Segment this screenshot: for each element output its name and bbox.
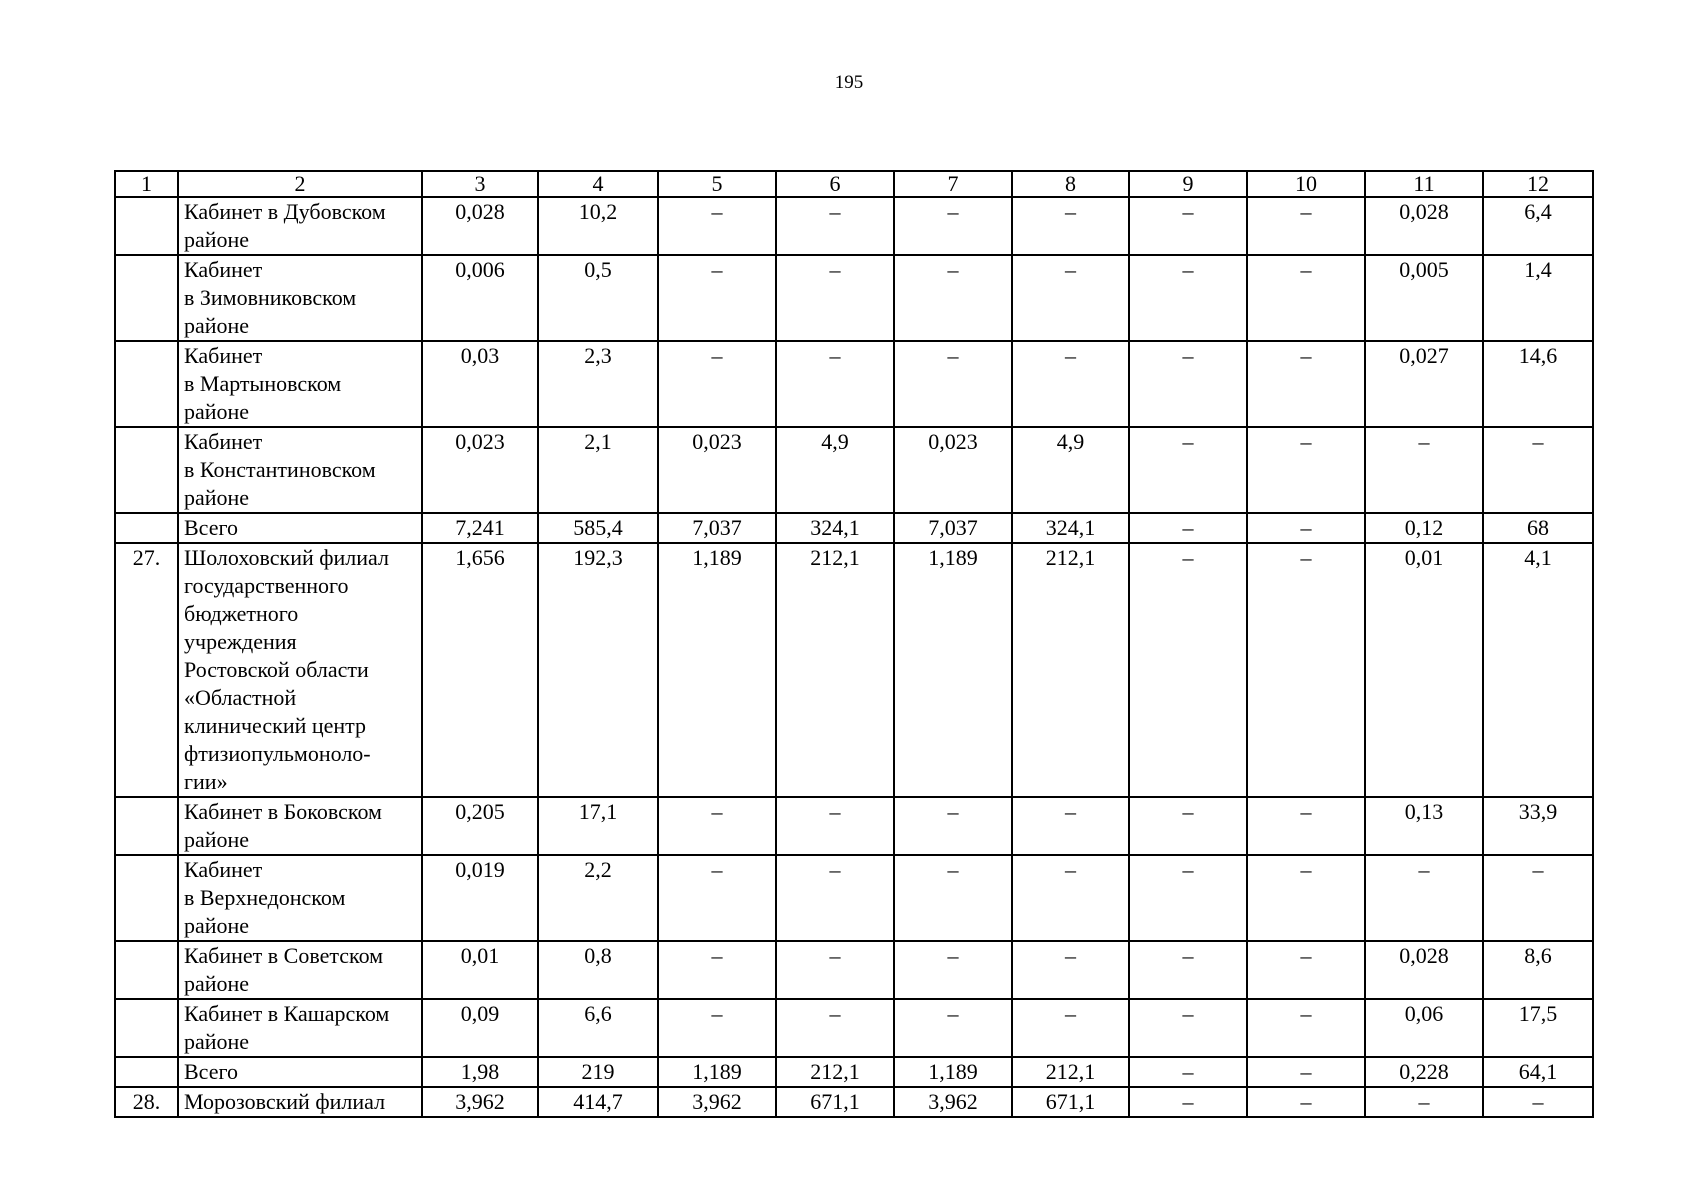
- row-name-line: клинический центр: [184, 713, 367, 738]
- value-cell-col-3: 0,006: [422, 255, 538, 341]
- value-cell-col-3: 3,962: [422, 1087, 538, 1117]
- value-cell-col-6: 324,1: [776, 513, 894, 543]
- value-cell-col-6: –: [776, 341, 894, 427]
- value-cell-col-7: –: [894, 255, 1012, 341]
- row-name-line: в Верхнедонском: [184, 885, 346, 910]
- value-cell-col-5: –: [658, 999, 776, 1057]
- value-cell-col-12: –: [1483, 855, 1593, 941]
- value-cell-col-9: –: [1129, 999, 1247, 1057]
- value-cell-col-9: –: [1129, 341, 1247, 427]
- table-row: [115, 197, 1593, 255]
- row-name-line: бюджетного: [184, 601, 299, 626]
- row-name-line: Кабинет: [184, 857, 263, 882]
- value-cell-col-6: –: [776, 255, 894, 341]
- row-number-cell: [115, 941, 178, 999]
- value-cell-col-10: –: [1247, 941, 1365, 999]
- value-cell-col-4: 2,3: [538, 341, 658, 427]
- row-name-cell: [178, 855, 422, 941]
- value-cell-col-5: –: [658, 941, 776, 999]
- value-cell-col-4: 10,2: [538, 197, 658, 255]
- value-cell-col-5: 7,037: [658, 513, 776, 543]
- value-cell-col-9: –: [1129, 427, 1247, 513]
- row-number-cell: [115, 855, 178, 941]
- value-cell-col-8: –: [1012, 999, 1129, 1057]
- value-cell-col-8: 671,1: [1012, 1087, 1129, 1117]
- value-cell-col-4: 219: [538, 1057, 658, 1087]
- value-cell-col-10: –: [1247, 543, 1365, 797]
- row-name-line: Кабинет: [184, 343, 263, 368]
- table-row: [115, 513, 1593, 543]
- table-row: [115, 255, 1593, 341]
- value-cell-col-12: 33,9: [1483, 797, 1593, 855]
- table-body: [115, 171, 1593, 1117]
- row-name-cell: [178, 341, 422, 427]
- row-number-cell: [115, 427, 178, 513]
- row-name-line: Кабинет: [184, 429, 263, 454]
- row-name-line: в Константиновском: [184, 457, 376, 482]
- column-header-4: 4: [538, 171, 658, 197]
- value-cell-col-6: –: [776, 797, 894, 855]
- row-name-cell: [178, 513, 422, 543]
- value-cell-col-5: –: [658, 855, 776, 941]
- value-cell-col-12: –: [1483, 1087, 1593, 1117]
- value-cell-col-7: 0,023: [894, 427, 1012, 513]
- row-number-cell: [115, 999, 178, 1057]
- table-row: [115, 543, 1593, 797]
- value-cell-col-11: –: [1365, 855, 1483, 941]
- row-number-cell: [115, 255, 178, 341]
- value-cell-col-6: 671,1: [776, 1087, 894, 1117]
- row-name-line: Кабинет в Советском: [184, 943, 384, 968]
- value-cell-col-6: 4,9: [776, 427, 894, 513]
- value-cell-col-4: 2,1: [538, 427, 658, 513]
- value-cell-col-12: –: [1483, 427, 1593, 513]
- value-cell-col-4: 0,5: [538, 255, 658, 341]
- row-name-line: районе: [184, 227, 250, 252]
- value-cell-col-8: –: [1012, 255, 1129, 341]
- row-name-line: Кабинет в Дубовском: [184, 199, 386, 224]
- value-cell-col-12: 64,1: [1483, 1057, 1593, 1087]
- value-cell-col-6: –: [776, 197, 894, 255]
- value-cell-col-10: –: [1247, 427, 1365, 513]
- value-cell-col-6: 212,1: [776, 1057, 894, 1087]
- value-cell-col-4: 17,1: [538, 797, 658, 855]
- row-number-cell: [115, 197, 178, 255]
- row-name-cell: [178, 999, 422, 1057]
- value-cell-col-4: 414,7: [538, 1087, 658, 1117]
- value-cell-col-10: –: [1247, 999, 1365, 1057]
- row-name-line: в Зимовниковском: [184, 285, 357, 310]
- row-name-line: Морозовский филиал: [184, 1089, 386, 1114]
- value-cell-col-4: 0,8: [538, 941, 658, 999]
- row-number-cell: 27.: [115, 543, 178, 797]
- row-name-line: Всего: [184, 1059, 238, 1084]
- table-header-row: [115, 171, 1593, 197]
- value-cell-col-5: –: [658, 341, 776, 427]
- row-name-line: государственного: [184, 573, 349, 598]
- table-row: [115, 855, 1593, 941]
- value-cell-col-3: 0,028: [422, 197, 538, 255]
- row-name-cell: [178, 197, 422, 255]
- value-cell-col-4: 585,4: [538, 513, 658, 543]
- value-cell-col-12: 6,4: [1483, 197, 1593, 255]
- value-cell-col-9: –: [1129, 855, 1247, 941]
- value-cell-col-10: –: [1247, 197, 1365, 255]
- row-name-line: районе: [184, 1029, 250, 1054]
- row-number-cell: 28.: [115, 1087, 178, 1117]
- value-cell-col-5: –: [658, 197, 776, 255]
- value-cell-col-7: 3,962: [894, 1087, 1012, 1117]
- row-name-line: учреждения: [184, 629, 297, 654]
- table-row: [115, 1057, 1593, 1087]
- value-cell-col-5: –: [658, 797, 776, 855]
- value-cell-col-7: 1,189: [894, 543, 1012, 797]
- row-name-cell: [178, 797, 422, 855]
- row-name-line: в Мартыновском: [184, 371, 342, 396]
- value-cell-col-11: –: [1365, 427, 1483, 513]
- value-cell-col-7: –: [894, 999, 1012, 1057]
- row-name-line: Шолоховский филиал: [184, 545, 389, 570]
- value-cell-col-11: 0,028: [1365, 197, 1483, 255]
- value-cell-col-10: –: [1247, 513, 1365, 543]
- value-cell-col-5: –: [658, 255, 776, 341]
- value-cell-col-8: –: [1012, 855, 1129, 941]
- value-cell-col-10: –: [1247, 341, 1365, 427]
- value-cell-col-7: 7,037: [894, 513, 1012, 543]
- value-cell-col-11: 0,01: [1365, 543, 1483, 797]
- value-cell-col-4: 2,2: [538, 855, 658, 941]
- value-cell-col-8: 324,1: [1012, 513, 1129, 543]
- value-cell-col-9: –: [1129, 543, 1247, 797]
- value-cell-col-8: 4,9: [1012, 427, 1129, 513]
- data-table: [114, 170, 1594, 1118]
- row-name-line: районе: [184, 313, 250, 338]
- table-row: [115, 999, 1593, 1057]
- row-name-cell: [178, 1087, 422, 1117]
- column-header-9: 9: [1129, 171, 1247, 197]
- value-cell-col-9: –: [1129, 513, 1247, 543]
- value-cell-col-6: –: [776, 999, 894, 1057]
- row-name-line: Кабинет в Боковском: [184, 799, 382, 824]
- value-cell-col-9: –: [1129, 255, 1247, 341]
- column-header-7: 7: [894, 171, 1012, 197]
- value-cell-col-8: –: [1012, 197, 1129, 255]
- column-header-6: 6: [776, 171, 894, 197]
- column-header-8: 8: [1012, 171, 1129, 197]
- value-cell-col-12: 4,1: [1483, 543, 1593, 797]
- value-cell-col-6: –: [776, 941, 894, 999]
- value-cell-col-9: –: [1129, 1057, 1247, 1087]
- value-cell-col-8: –: [1012, 341, 1129, 427]
- column-header-12: 12: [1483, 171, 1593, 197]
- value-cell-col-7: –: [894, 797, 1012, 855]
- row-name-line: районе: [184, 399, 250, 424]
- page-number: 195: [834, 72, 864, 93]
- row-name-cell: [178, 543, 422, 797]
- row-name-line: Ростовской области: [184, 657, 369, 682]
- value-cell-col-3: 0,01: [422, 941, 538, 999]
- value-cell-col-5: 1,189: [658, 1057, 776, 1087]
- value-cell-col-3: 1,656: [422, 543, 538, 797]
- value-cell-col-11: 0,027: [1365, 341, 1483, 427]
- row-name-line: «Областной: [184, 685, 297, 710]
- column-header-5: 5: [658, 171, 776, 197]
- value-cell-col-5: 3,962: [658, 1087, 776, 1117]
- value-cell-col-9: –: [1129, 197, 1247, 255]
- table-row: [115, 1087, 1593, 1117]
- row-name-line: Кабинет в Кашарском: [184, 1001, 390, 1026]
- row-number-cell: [115, 341, 178, 427]
- value-cell-col-12: 1,4: [1483, 255, 1593, 341]
- value-cell-col-8: 212,1: [1012, 1057, 1129, 1087]
- column-header-1: 1: [115, 171, 178, 197]
- row-number-cell: [115, 513, 178, 543]
- value-cell-col-10: –: [1247, 255, 1365, 341]
- row-name-cell: [178, 427, 422, 513]
- value-cell-col-4: 6,6: [538, 999, 658, 1057]
- table-row: [115, 427, 1593, 513]
- value-cell-col-3: 0,023: [422, 427, 538, 513]
- value-cell-col-5: 0,023: [658, 427, 776, 513]
- value-cell-col-7: –: [894, 341, 1012, 427]
- row-number-cell: [115, 1057, 178, 1087]
- value-cell-col-10: –: [1247, 1057, 1365, 1087]
- row-number-cell: [115, 797, 178, 855]
- row-name-line: районе: [184, 827, 250, 852]
- value-cell-col-3: 1,98: [422, 1057, 538, 1087]
- value-cell-col-12: 68: [1483, 513, 1593, 543]
- value-cell-col-7: –: [894, 855, 1012, 941]
- table-row: [115, 797, 1593, 855]
- value-cell-col-9: –: [1129, 797, 1247, 855]
- value-cell-col-3: 7,241: [422, 513, 538, 543]
- value-cell-col-3: 0,09: [422, 999, 538, 1057]
- value-cell-col-12: 14,6: [1483, 341, 1593, 427]
- column-header-11: 11: [1365, 171, 1483, 197]
- row-name-line: Кабинет: [184, 257, 263, 282]
- row-name-cell: [178, 941, 422, 999]
- row-name-cell: [178, 255, 422, 341]
- value-cell-col-12: 8,6: [1483, 941, 1593, 999]
- table-row: [115, 941, 1593, 999]
- row-name-line: районе: [184, 971, 250, 996]
- value-cell-col-9: –: [1129, 941, 1247, 999]
- value-cell-col-8: –: [1012, 941, 1129, 999]
- value-cell-col-4: 192,3: [538, 543, 658, 797]
- row-name-line: районе: [184, 485, 250, 510]
- value-cell-col-8: 212,1: [1012, 543, 1129, 797]
- value-cell-col-11: 0,005: [1365, 255, 1483, 341]
- row-name-line: районе: [184, 913, 250, 938]
- value-cell-col-7: 1,189: [894, 1057, 1012, 1087]
- value-cell-col-7: –: [894, 197, 1012, 255]
- value-cell-col-3: 0,03: [422, 341, 538, 427]
- value-cell-col-3: 0,019: [422, 855, 538, 941]
- column-header-10: 10: [1247, 171, 1365, 197]
- value-cell-col-11: 0,028: [1365, 941, 1483, 999]
- row-name-line: Всего: [184, 515, 238, 540]
- value-cell-col-12: 17,5: [1483, 999, 1593, 1057]
- value-cell-col-5: 1,189: [658, 543, 776, 797]
- value-cell-col-3: 0,205: [422, 797, 538, 855]
- row-name-line: гии»: [184, 769, 228, 794]
- column-header-3: 3: [422, 171, 538, 197]
- row-name-cell: [178, 1057, 422, 1087]
- value-cell-col-10: –: [1247, 855, 1365, 941]
- value-cell-col-7: –: [894, 941, 1012, 999]
- value-cell-col-11: 0,228: [1365, 1057, 1483, 1087]
- value-cell-col-11: 0,13: [1365, 797, 1483, 855]
- value-cell-col-10: –: [1247, 1087, 1365, 1117]
- value-cell-col-6: –: [776, 855, 894, 941]
- row-name-line: фтизиопульмоноло-: [184, 741, 371, 766]
- column-header-2: 2: [178, 171, 422, 197]
- value-cell-col-11: –: [1365, 1087, 1483, 1117]
- value-cell-col-11: 0,06: [1365, 999, 1483, 1057]
- value-cell-col-9: –: [1129, 1087, 1247, 1117]
- value-cell-col-11: 0,12: [1365, 513, 1483, 543]
- value-cell-col-6: 212,1: [776, 543, 894, 797]
- table-row: [115, 341, 1593, 427]
- value-cell-col-10: –: [1247, 797, 1365, 855]
- value-cell-col-8: –: [1012, 797, 1129, 855]
